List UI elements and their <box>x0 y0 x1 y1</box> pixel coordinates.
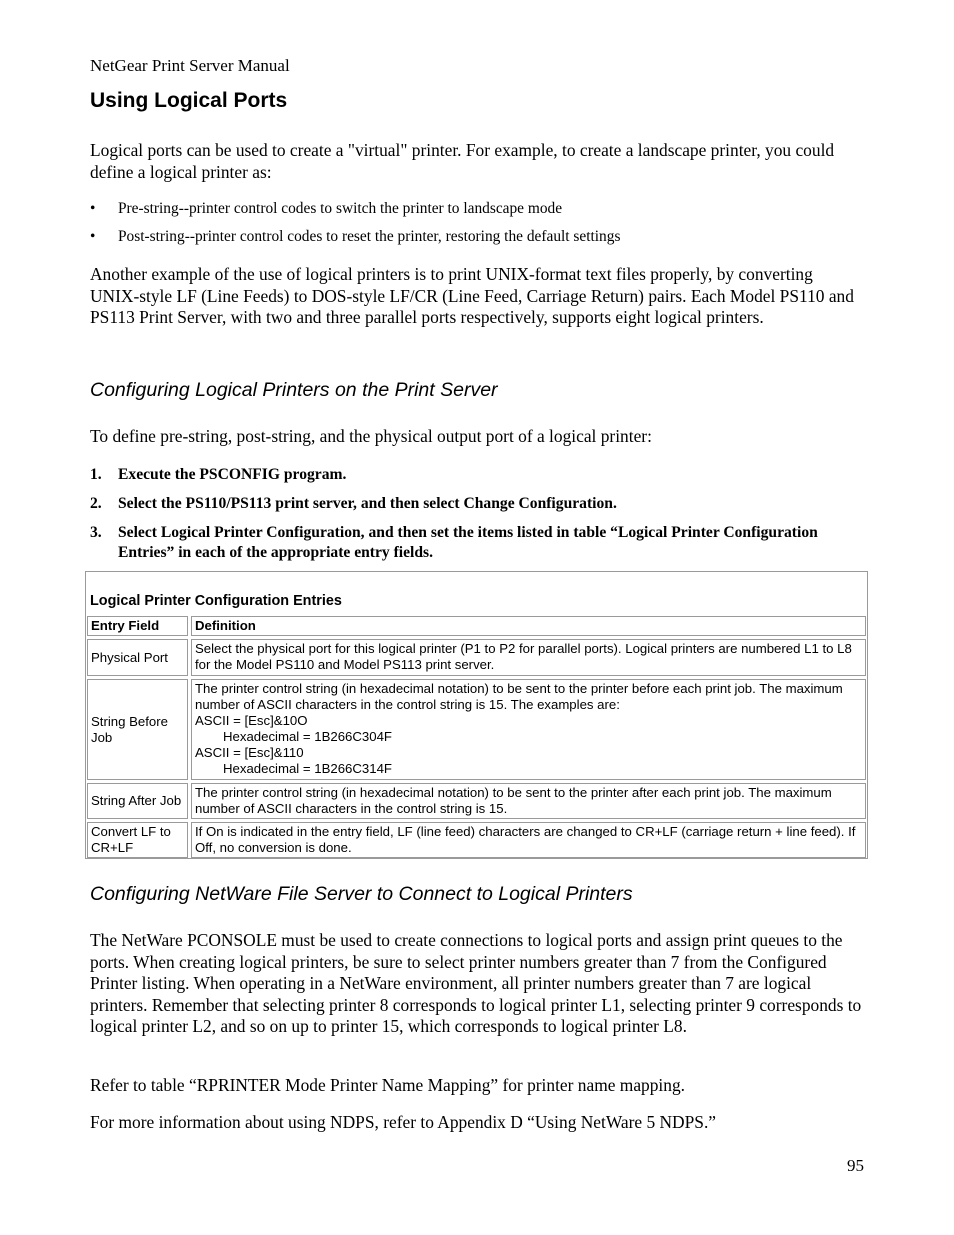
example-line: ASCII = [Esc]&10O <box>195 713 308 728</box>
step-number: 3. <box>90 524 102 541</box>
table-header-cell: Definition <box>191 616 866 636</box>
table-cell-definition: If On is indicated in the entry field, LF (line feed) characters are changed to CR+LF (carriage return + line feed). If Off, no conversion is done. <box>191 822 866 858</box>
field-label: Physical Port <box>91 649 168 665</box>
subsection-title: Configuring NetWare File Server to Connect to Logical Printers <box>90 883 633 905</box>
step-text: Select the PS110/PS113 print server, and then select Change Configuration. <box>118 495 617 512</box>
paragraph: For more information about using NDPS, refer to Appendix D “Using NetWare 5 NDPS.” <box>90 1112 717 1132</box>
subsection-title: Configuring Logical Printers on the Print Server <box>90 379 498 401</box>
bullet-text: Pre-string--printer control codes to switch the printer to landscape mode <box>118 200 563 217</box>
field-label: String Before Job <box>91 713 168 745</box>
paragraph: The NetWare PCONSOLE must be used to create connections to logical ports and assign print queues to the ports. When creating logical printers, be sure to select printer numbers greater than 7 from the Configured Printer listing. When operating in a NetWare environment, all printer numbers greater than 7 are logical printers. Remember that selecting printer 8 corresponds to logical printer L1, selecting printer 9 corresponds to logical printer L2, and so on up to printer 15, which corresponds to logical printer L8. <box>90 930 862 1036</box>
table-cell-definition: Select the physical port for this logical printer (P1 to P2 for parallel ports). Logical printers are numbered L1 to L8 for the Model PS110 and Model PS113 print server. <box>191 639 866 676</box>
field-label: Convert LF to CR+LF <box>91 824 171 855</box>
step-text: Select Logical Printer Configuration, and then set the items listed in table “Logical Printer Configuration Entries” in each of the appropriate entry fields. <box>118 524 818 561</box>
step-text: Execute the PSCONFIG program. <box>118 466 347 483</box>
bullet-icon: • <box>90 200 96 217</box>
page-number: 95 <box>847 1156 864 1175</box>
table-cell-definition <box>191 679 866 780</box>
example-line: ASCII = [Esc]&110 <box>195 745 304 760</box>
table-cell-field <box>87 679 188 780</box>
example-line: Hexadecimal = 1B266C304F <box>223 729 392 744</box>
bullet-text: Post-string--printer control codes to reset the printer, restoring the default settings <box>118 228 621 245</box>
step-number: 1. <box>90 466 102 483</box>
table-cell-definition: The printer control string (in hexadecimal notation) to be sent to the printer after each print job. The maximum number of ASCII characters in the control string is 15. <box>191 783 866 819</box>
intro-paragraph: Logical ports can be used to create a "virtual" printer. For example, to create a landscape printer, you could define a logical printer as: <box>90 140 835 182</box>
section-title: Using Logical Ports <box>90 89 288 112</box>
config-entries-table <box>85 571 868 859</box>
step-number: 2. <box>90 495 102 512</box>
bullet-icon: • <box>90 228 96 245</box>
field-label: String After Job <box>91 793 182 808</box>
table-header-cell: Entry Field <box>87 616 188 636</box>
table-cell-field <box>87 783 188 819</box>
paragraph: Another example of the use of logical printers is to print UNIX-format text files properly, by converting UNIX-style LF (Line Feeds) to DOS-style LF/CR (Line Feed, Carriage Return) pairs. Each Model PS110 and PS113 Print Server, with two and three parallel ports respectively, supports eight logical printers. <box>90 264 854 327</box>
paragraph: Refer to table “RPRINTER Mode Printer Name Mapping” for printer name mapping. <box>90 1075 685 1095</box>
table-cell-field <box>87 822 188 858</box>
paragraph: To define pre-string, post-string, and the physical output port of a logical printer: <box>90 426 652 446</box>
running-header: NetGear Print Server Manual <box>90 56 290 75</box>
definition-text: The printer control string (in hexadecimal notation) to be sent to the printer before each print job. The maximum number of ASCII characters in the control string is 15. The examples are: <box>195 681 843 712</box>
table-title: Logical Printer Configuration Entries <box>90 593 342 609</box>
example-line: Hexadecimal = 1B266C314F <box>223 761 392 776</box>
table-cell-field <box>87 639 188 676</box>
